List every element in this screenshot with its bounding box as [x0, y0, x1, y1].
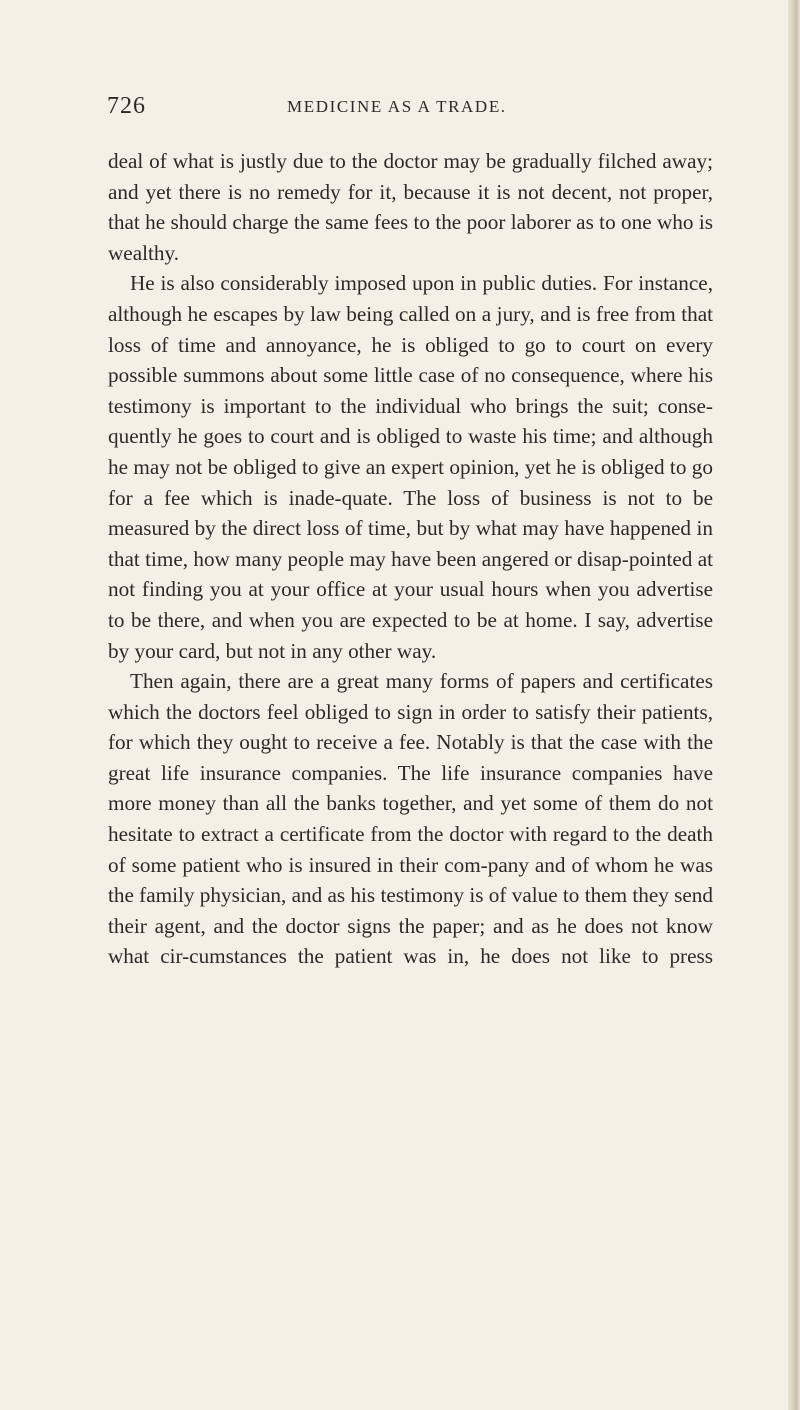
- running-head: MEDICINE AS A TRADE.: [287, 97, 507, 116]
- page-header: [107, 92, 717, 122]
- page-edge: [788, 0, 800, 1410]
- paragraph: Then again, there are a great many forms of papers and certificates which the doctors feel obliged to sign in order to satisfy their patients, for which they ought to receive a fee. Notably is that the case with the great life insurance companies. The life insurance companies have more money than all the banks together, and yet some of them do not hesitate to extract a certificate from the doctor with regard to the death of some patient who is insured in their com-pany and of whom he was the family physician, and as his testimony is of value to them they send their agent, and the doctor signs the paper; and as he does not know what cir-cumstances the patient was in, he does not like to press: [108, 669, 713, 969]
- paragraph: He is also considerably imposed upon in public duties. For instance, although he escapes by law being called on a jury, and is free from that loss of time and annoyance, he is obliged to go to court on every possible summons about some little case of no consequence, where his testimony is important to the individual who brings the suit; conse-quently he goes to court and is obliged to waste his time; and although he may not be obliged to give an expert opinion, yet he is obliged to go for a fee which is inade-quate. The loss of business is not to be measured by the direct loss of time, but by what may have happened in that time, how many people may have been angered or disap-pointed at not finding you at your office at your usual hours when you advertise to be there, and when you are expected to be at home. I say, advertise by your card, but not in any other way.: [108, 271, 713, 663]
- page-number: 726: [107, 93, 146, 119]
- paragraph: deal of what is justly due to the doctor may be gradually filched away; and yet there is no remedy for it, because it is not decent, not proper, that he should charge the same fees to the poor laborer as to one who is wealthy.: [108, 149, 713, 265]
- body-text: [108, 146, 713, 972]
